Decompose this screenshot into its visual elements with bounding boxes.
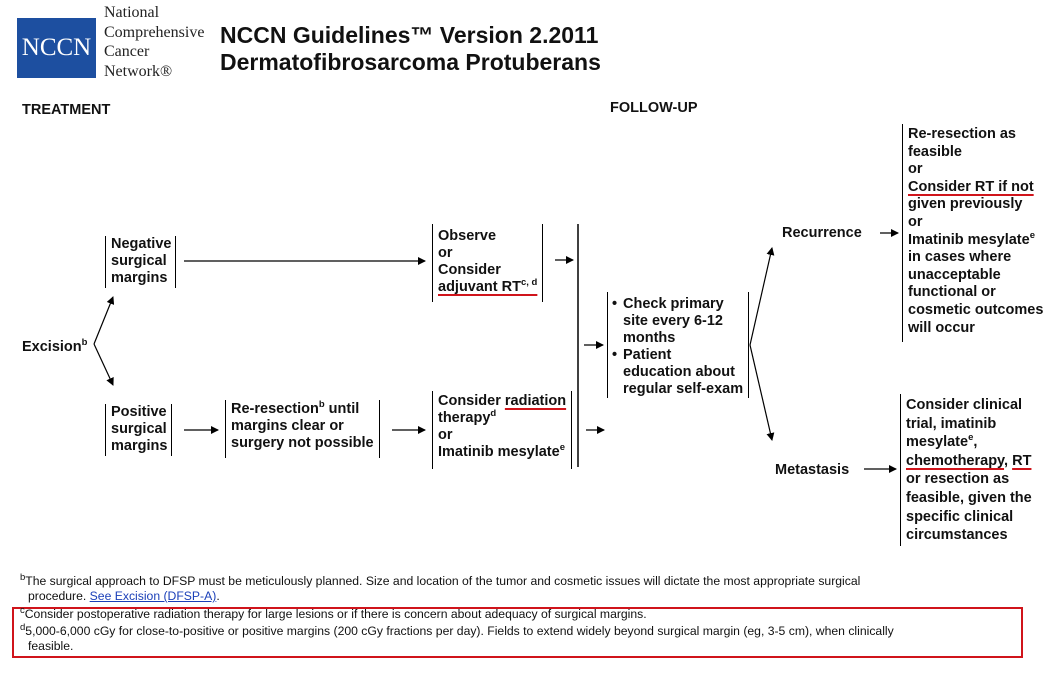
followup-node: • Check primary site every 6-12 months • Patient education about regular self-exam: [607, 292, 749, 398]
consider-rt-node: Consider radiation therapy$^d$ or Imatinib mesylate$^e$: [432, 391, 572, 469]
arrow-followup-metastasis: [750, 345, 772, 440]
followup-header: FOLLOW-UP: [610, 100, 698, 116]
reresection-node: Re-resection$^b$ until margins clear or surgery not possible: [225, 400, 380, 458]
logo-text: NCCN: [21, 34, 92, 61]
footnote-c: $^c$Consider postoperative radiation therapy for large lesions or if there is concern about adequacy of surgical margins.: [20, 604, 647, 621]
metastasis-label: Metastasis: [775, 462, 850, 478]
page-title: NCCN Guidelines™ Version 2.2011 Dermatofibrosarcoma Protuberans: [220, 22, 601, 75]
excision-node: Excision$^b$: [22, 337, 88, 355]
positive-margins-node: Positive surgical margins: [105, 404, 172, 456]
treatment-header: TREATMENT: [22, 102, 111, 118]
recurrence-treatment-node: Re-resection as feasible or Consider RT if not given previously or Imatinib mesylate$^e$ in cases where unacceptable functional or cosmetic outcomes will occur: [902, 124, 1043, 342]
metastasis-treatment-node: Consider clinical trial, imatinib mesylate$^e$, chemotherapy, RT or resection as feasible, given the specific clinical circumstances: [900, 394, 1032, 546]
org-name: National Comprehensive Cancer Network®: [104, 4, 205, 80]
observe-node: Observe or Consider adjuvant RT$^{c, d}$: [432, 224, 543, 302]
see-excision-link[interactable]: See Excision (DFSP-A): [89, 589, 217, 603]
footnote-b: $^b$The surgical approach to DFSP must be meticulously planned. Size and location of the tumor and cosmetic issues will dictate the most appropriate surgical procedure. See Excision (DFSP-A).: [20, 571, 861, 603]
negative-margins-node: Negative surgical margins: [105, 236, 176, 288]
arrow-followup-recurrence: [750, 248, 772, 345]
arrow-excision-negative: [94, 297, 113, 344]
arrow-excision-positive: [94, 344, 113, 385]
recurrence-label: Recurrence: [782, 225, 862, 241]
footnote-d: $^d$5,000-6,000 cGy for close-to-positive or positive margins (200 cGy fractions per day). Fields to extend widely beyond surgical margin (eg, 3-5 cm), when clinically feasible.: [20, 621, 894, 653]
